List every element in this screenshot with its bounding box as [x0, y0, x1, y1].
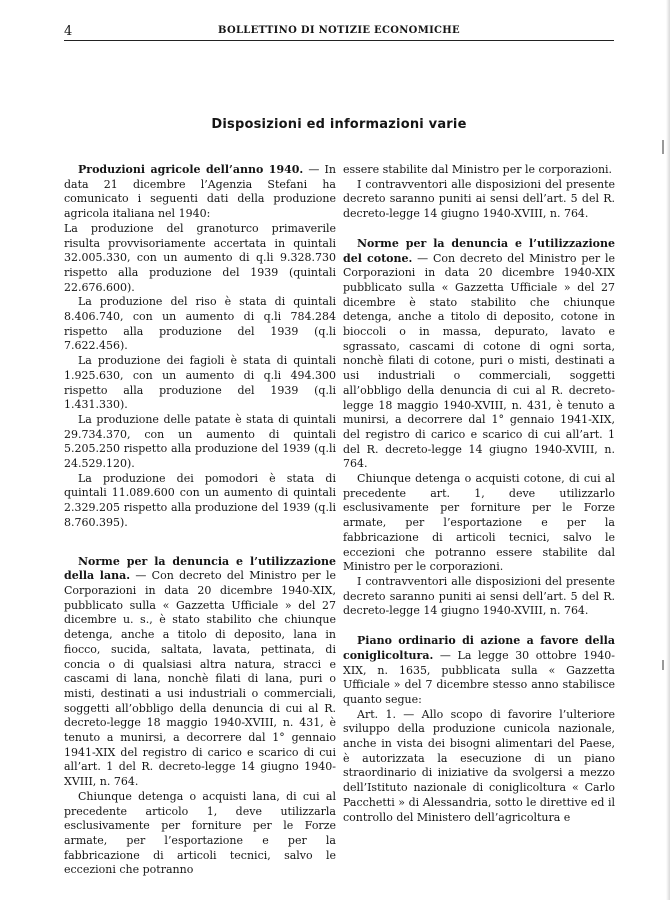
paragraph-lana-utilizzo: Chiunque detenga o acquisti lana, di cui al precedente articolo 1, deve utilizzarla esclusivamente per forniture per le Forze armate, per l’esportazione e per la fabbricazione di articoli tecnici, salvo le eccezioni che potranno [64, 789, 336, 877]
article-cotone [343, 237, 615, 472]
paragraph-patate: La produzione delle patate è stata di quintali 29.734.370, con un aumento di quintali 5.205.250 rispetto alla produzione del 1939 (q.li 24.529.120). [64, 412, 336, 471]
page-number: 4 [64, 24, 73, 39]
article-gap [343, 222, 615, 237]
article-gap [343, 619, 615, 634]
paragraph-lana-utilizzo-continued: essere stabilite dal Ministro per le corporazioni. [343, 163, 613, 176]
section-title: Disposizioni ed informazioni varie [211, 117, 467, 132]
article-heading: Norme per la denuncia e l’utilizzazione della lana. [64, 554, 336, 583]
article-text: — La legge 30 ottobre 1940-XIX, n. 1635, pubblicata sulla « Gazzetta Ufficiale » del 7 dicembre stesso anno stabilisce quanto segue: [343, 648, 615, 706]
article-lana [64, 555, 336, 790]
article-heading: Piano ordinario di azione a favore della coniglicoltura. [343, 634, 615, 662]
scan-edge-shadow [666, 0, 670, 900]
paragraph-pomodori: La produzione dei pomodori è stata di quintali 11.089.600 con un aumento di quintali 2.329.205 rispetto alla produzione del 1939 (q.li 8.760.395). [64, 471, 336, 529]
scan-artifact [662, 660, 664, 670]
article-text: — In data 21 dicembre l’Agenzia Stefani ha comunicato i seguenti dati della produzione agricola italiana nel 1940: [64, 163, 336, 221]
header-rule [64, 40, 614, 41]
article-text: — Con decreto del Ministro per le Corporazioni in data 20 dicembre 1940-XIX pubblicato sulla « Gazzetta Ufficiale » del 27 dicembre è stato stabilito che chiunque detenga, anche a titolo di deposito, cotone in bioccoli o in massa, depurato, lavato e sgrassato, cascami di cotone di ogni sorta, nonchè filati di cotone, puri o misti, destinati a usi industriali o commerciali, soggetti all’obbligo della denuncia di cui al R. decreto-legge 18 maggio 1940-XVIII, n. 431, è tenuto a munirsi, a decorrere dal 1° gennaio 1941-XIX, del registro di carico e scarico di cui all’art. 1 del R. decreto-legge 14 giugno 1940-XVIII, n. 764. [343, 251, 615, 471]
paragraph-cotone-utilizzo: Chiunque detenga o acquisti cotone, di cui al precedente art. 1, deve utilizzarlo esclusivamente per forniture per le Forze armate, per l’esportazione e per la fabbricazione di articoli tecnici, salvo le eccezioni che potranno essere stabilite dal Ministro per le corporazioni. [343, 472, 615, 574]
article-produzioni-agricole [64, 163, 336, 222]
article-heading: Norme per la denuncia e l’utilizzazione del cotone. [343, 236, 615, 265]
paragraph-riso: La produzione del riso è stata di quintali 8.406.740, con un aumento di q.li 784.284 rispetto alla produzione del 1939 (q.li 7.622.456). [64, 295, 336, 353]
article-text: — Con decreto del Ministro per le Corporazioni in data 20 dicembre 1940-XIX, pubblicato sulla « Gazzetta Ufficiale » del 27 dicembre u. s., è stato stabilito che chiunque detenga, anche a titolo di deposito, lana in fiocco, sucida, saltata, lavata, pettinata, di concia o di qualsiasi altra natura, stracci e cascami di lana, nonchè filati di lana, puri o misti, destinati a usi industriali o commerciali, soggetti all’obbligo della denuncia di cui al R. decreto-legge 18 maggio 1940-XVIII, n. 431, è tenuto a munirsi, a decorrere dal 1° gennaio 1941-XIX del registro di carico e scarico di cui all’art. 1 del R. decreto-legge 14 giugno 1940-XVIII, n. 764. [64, 569, 336, 789]
running-head: BOLLETTINO DI NOTIZIE ECONOMICHE [218, 25, 460, 36]
paragraph-granoturco: La produzione del granoturco primaverile risulta provvisoriamente accertata in quintali 32.005.330, con un aumento di q.li 9.328.730 rispetto alla produzione del 1939 (quintali 22.676.600). [64, 221, 336, 294]
paragraph-lana-sanzioni: I contravventori alle disposizioni del presente decreto saranno puniti ai sensi dell’art. 5 del R. decreto-legge 14 giugno 1940-XVIII, n. 764. [343, 177, 615, 221]
scan-artifact [662, 140, 664, 154]
paragraph-cotone-sanzioni: I contravventori alle disposizioni del presente decreto saranno puniti ai sensi dell’art. 5 del R. decreto-legge 14 giugno 1940-XVIII, n. 764. [343, 574, 615, 618]
paragraph-fagioli: La produzione dei fagioli è stata di quintali 1.925.630, con un aumento di q.li 494.300 rispetto alla produzione del 1939 (q.li 1.431.330). [64, 354, 336, 412]
right-column [343, 163, 615, 825]
article-gap [64, 531, 336, 555]
article-heading: Produzioni agricole dell’anno 1940. [78, 163, 304, 176]
paragraph-art-1: Art. 1. — Allo scopo di favorire l’ulteriore sviluppo della produzione cunicola nazionale, anche in vista dei bisogni alimentari del Paese, è autorizzata la esecuzione di un piano straordinario di iniziative da svolgersi a mezzo dell’Istituto nazionale di coniglicoltura « Carlo Pacchetti » di Alessandria, sotto le direttive ed il controllo del Ministero dell’agricoltura e [343, 707, 615, 824]
left-column [64, 163, 336, 878]
article-coniglicoltura [343, 634, 615, 708]
